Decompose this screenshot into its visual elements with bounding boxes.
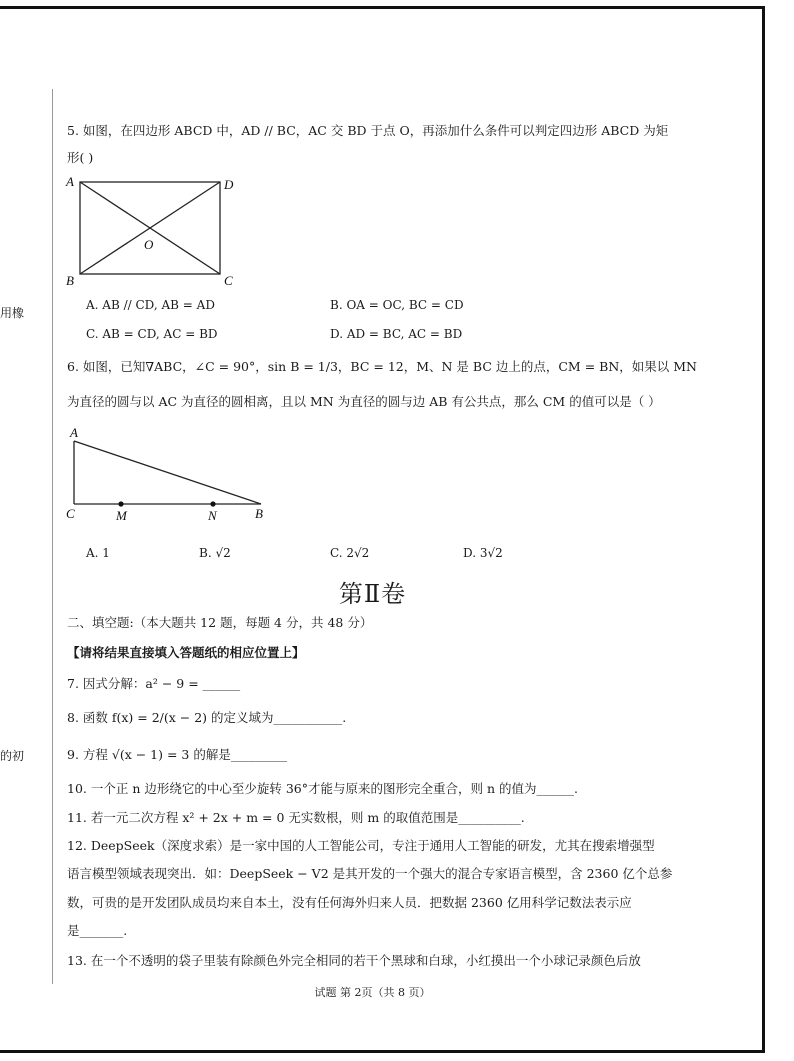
q8: 8. 函数 f(x) = 2/(x − 2) 的定义域为___________.	[67, 710, 347, 725]
point-n	[210, 501, 215, 506]
q11: 11. 若一元二次方程 x² + 2x + m = 0 无实数根，则 m 的取值范围是__________.	[67, 810, 525, 825]
q6-option-a: A. 1	[86, 546, 110, 560]
side-ab	[74, 441, 261, 504]
q12-line4: 是_______.	[67, 923, 128, 938]
margin-fragment-2: 的初	[0, 749, 25, 763]
q5-option-d: D. AD = BC, AC = BD	[330, 327, 463, 341]
q6-triangle-figure	[60, 421, 280, 531]
exam-page	[0, 6, 765, 1053]
q5-option-c: C. AB = CD, AC = BD	[86, 327, 218, 341]
label-b: B	[255, 506, 263, 521]
label-o: O	[144, 237, 154, 252]
q6-option-b: B. √2	[199, 546, 231, 560]
label-a: A	[70, 425, 78, 440]
q9: 9. 方程 √(x − 1) = 3 的解是_________	[67, 747, 288, 762]
section-title: 第Ⅱ卷	[338, 580, 407, 608]
label-a: A	[66, 174, 74, 189]
label-b: B	[66, 273, 74, 288]
q12-line3: 数，可贵的是开发团队成员均来自本土，没有任何海外归来人员．把数据 2360 亿用科学记数法表示应	[67, 895, 632, 910]
label-d: D	[224, 177, 234, 192]
label-c: C	[224, 273, 233, 288]
q13: 13. 在一个不透明的袋子里装有除颜色外完全相同的若干个黑球和白球，小红摸出一个小球记录颜色后放	[67, 953, 641, 968]
label-c: C	[66, 506, 75, 521]
q12-line1: 12. DeepSeek（深度求索）是一家中国的人工智能公司，专注于通用人工智能的研发，尤其在搜索增强型	[67, 838, 655, 853]
q5-line2: 形( )	[67, 150, 94, 165]
part2-note: 【请将结果直接填入答题纸的相应位置上】	[67, 645, 305, 660]
point-m	[118, 501, 123, 506]
q7: 7. 因式分解：a² − 9 = ______	[67, 676, 241, 691]
q10: 10. 一个正 n 边形绕它的中心至少旋转 36°才能与原来的图形完全重合，则 n 的值为______.	[67, 781, 578, 796]
q5-option-b: B. OA = OC, BC = CD	[330, 298, 464, 312]
part2-heading: 二、填空题:（本大题共 12 题，每题 4 分，共 48 分）	[67, 615, 373, 630]
q5-option-a: A. AB // CD, AB = AD	[86, 298, 215, 312]
q6-option-d: D. 3√2	[463, 546, 503, 560]
q12-line2: 语言模型领域表现突出．如：DeepSeek − V2 是其开发的一个强大的混合专家语言模型，含 2360 亿个总参	[67, 866, 673, 881]
page-footer: 试题 第 2页（共 8 页）	[314, 986, 431, 999]
margin-line	[52, 89, 53, 984]
q6-line2: 为直径的圆与以 AC 为直径的圆相离，且以 MN 为直径的圆与边 AB 有公共点，那么 CM 的值可以是（ ）	[67, 394, 661, 409]
q6-option-c: C. 2√2	[330, 546, 370, 560]
label-m: M	[116, 508, 127, 523]
margin-fragment-1: 用橡	[0, 306, 25, 320]
q5-line1: 5. 如图，在四边形 ABCD 中，AD // BC，AC 交 BD 于点 O，再添加什么条件可以判定四边形 ABCD 为矩	[67, 123, 669, 138]
q5-rectangle-figure	[60, 169, 250, 289]
q6-line1: 6. 如图，已知∇ABC，∠C = 90°，sin B = 1/3，BC = 12，M、N 是 BC 边上的点，CM = BN，如果以 MN	[67, 359, 697, 374]
label-n: N	[208, 508, 217, 523]
